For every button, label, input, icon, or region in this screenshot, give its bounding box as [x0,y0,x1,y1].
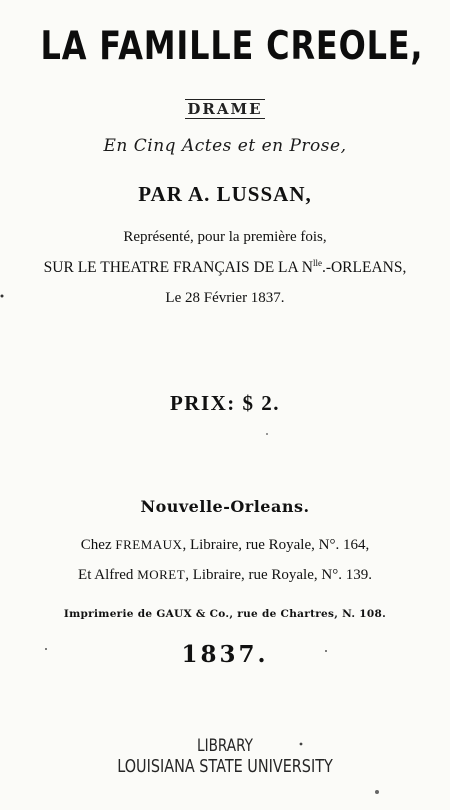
price-label: PRIX: $ 2. [169,391,281,415]
publisher-1-name: FREMAUX [115,537,183,552]
publisher-1-address: , Libraire, rue Royale, N°. 164, [182,537,370,553]
author-line: PAR A. LUSSAN, [138,182,312,206]
library-stamp-line-1: LIBRARY [196,736,253,756]
theatre-text: SUR LE THEATRE FRANÇAIS DE LA N [43,259,313,277]
printer-line: Imprimerie de GAUX & Co., rue de Chartres, N. 108. [63,608,387,620]
publisher-1-prefix: Chez [80,537,116,553]
publication-city: Nouvelle-Orleans. [140,497,310,516]
publication-year: 1837. [181,641,269,668]
acts-subtitle: En Cinq Actes et en Prose, [103,136,347,156]
performance-date: Le 28 Février 1837. [165,290,285,306]
performance-line-1: Représenté, pour la première fois, [123,229,327,245]
publisher-2-name: MORET [137,567,186,582]
library-stamp-line-2: LOUISIANA STATE UNIVERSITY [117,756,333,777]
genre-text: DRAME [187,100,263,118]
publisher-2-address: , Libraire, rue Royale, N°. 139. [185,567,372,583]
theatre-suffix: .-ORLEANS, [321,259,407,277]
theatre-superscript: lle [312,258,322,268]
book-title: LA FAMILLE CREOLE, [40,24,424,69]
publisher-2-prefix: Et Alfred [78,567,138,583]
